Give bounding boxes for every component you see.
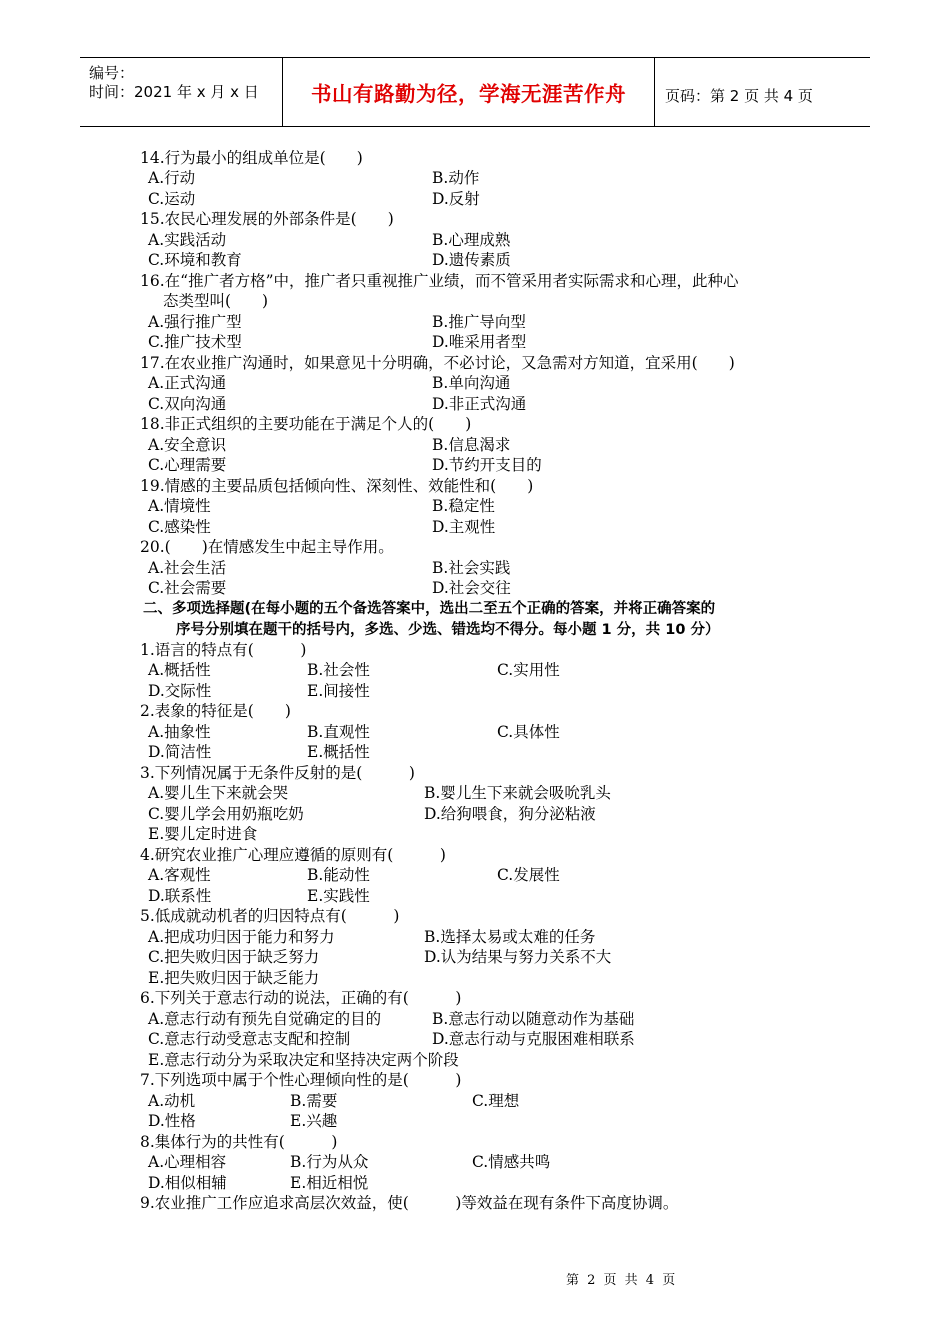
option-d: D.相似相辅	[148, 1174, 227, 1192]
option-e: E.意志行动分为采取决定和坚持决定两个阶段	[148, 1051, 459, 1069]
option-c: C.实用性	[497, 661, 560, 679]
option-b: B.动作	[432, 169, 480, 187]
question-18: 18.非正式组织的主要功能在于满足个人的( )	[140, 415, 472, 433]
option-a: A.抽象性	[148, 723, 211, 741]
option-c: C.婴儿学会用奶瓶吃奶	[148, 805, 304, 823]
option-c: C.把失败归因于缺乏努力	[148, 948, 320, 966]
option-b: B.能动性	[307, 866, 370, 884]
mc-question-6: 6.下列关于意志行动的说法，正确的有( )	[140, 989, 462, 1007]
option-e: E.兴趣	[290, 1112, 338, 1130]
option-b: B.婴儿生下来就会吸吮乳头	[424, 784, 611, 802]
option-c: C.情感共鸣	[472, 1153, 551, 1171]
option-d: D.非正式沟通	[432, 395, 527, 413]
option-c: C.心理需要	[148, 456, 227, 474]
option-e: E.概括性	[307, 743, 370, 761]
option-c: C.推广技术型	[148, 333, 242, 351]
option-e: E.婴儿定时进食	[148, 825, 258, 843]
option-c: C.双向沟通	[148, 395, 227, 413]
question-16-cont: 态类型叫( )	[163, 292, 269, 310]
question-15: 15.农民心理发展的外部条件是( )	[140, 210, 394, 228]
option-b: B.需要	[290, 1092, 338, 1110]
option-c: C.环境和教育	[148, 251, 242, 269]
option-c: C.感染性	[148, 518, 211, 536]
option-a: A.婴儿生下来就会哭	[148, 784, 289, 802]
option-b: B.行为从众	[290, 1153, 369, 1171]
option-a: A.正式沟通	[148, 374, 227, 392]
option-d: D.主观性	[432, 518, 496, 536]
mc-question-1: 1.语言的特点有( )	[140, 641, 307, 659]
option-b: B.推广导向型	[432, 313, 526, 331]
header-motto: 书山有路勤为径，学海无涯苦作舟	[283, 58, 655, 126]
option-e: E.实践性	[307, 887, 370, 905]
option-c: C.社会需要	[148, 579, 227, 597]
header-page-info: 页码：第 2 页 共 4 页	[665, 87, 813, 105]
section-2-title: 二、多项选择题(在每小题的五个备选答案中，选出二至五个正确的答案，并将正确答案的	[143, 601, 716, 617]
option-b: B.稳定性	[432, 497, 495, 515]
option-d: D.反射	[432, 190, 480, 208]
mc-question-3: 3.下列情况属于无条件反射的是( )	[140, 764, 415, 782]
option-d: D.唯采用者型	[432, 333, 527, 351]
document-number-label: 编号：	[89, 64, 135, 82]
page-footer: 第 2 页 共 4 页	[566, 1273, 678, 1288]
option-a: A.情境性	[148, 497, 211, 515]
option-d: D.社会交往	[432, 579, 511, 597]
option-d: D.给狗喂食，狗分泌粘液	[424, 805, 596, 823]
option-b: B.社会性	[307, 661, 370, 679]
option-e: E.把失败归因于缺乏能力	[148, 969, 320, 987]
option-a: A.安全意识	[148, 436, 227, 454]
option-b: B.选择太易或太难的任务	[424, 928, 596, 946]
option-d: D.联系性	[148, 887, 212, 905]
option-c: C.理想	[472, 1092, 520, 1110]
option-a: A.动机	[148, 1092, 196, 1110]
mc-question-5: 5.低成就动机者的归因特点有( )	[140, 907, 400, 925]
option-d: D.意志行动与克服困难相联系	[432, 1030, 635, 1048]
option-a: A.心理相容	[148, 1153, 227, 1171]
mc-question-7: 7.下列选项中属于个性心理倾向性的是( )	[140, 1071, 462, 1089]
option-d: D.性格	[148, 1112, 196, 1130]
option-b: B.信息渴求	[432, 436, 511, 454]
option-d: D.简洁性	[148, 743, 212, 761]
question-14: 14.行为最小的组成单位是( )	[140, 149, 363, 167]
document-header	[80, 57, 870, 127]
header-meta-cell	[80, 58, 283, 126]
option-b: B.心理成熟	[432, 231, 511, 249]
option-c: C.意志行动受意志支配和控制	[148, 1030, 351, 1048]
option-b: B.直观性	[307, 723, 370, 741]
option-c: C.具体性	[497, 723, 560, 741]
question-19: 19.情感的主要品质包括倾向性、深刻性、效能性和( )	[140, 477, 534, 495]
option-b: B.社会实践	[432, 559, 511, 577]
option-d: D.交际性	[148, 682, 212, 700]
option-d: D.遗传素质	[432, 251, 511, 269]
option-a: A.行动	[148, 169, 196, 187]
mc-question-4: 4.研究农业推广心理应遵循的原则有( )	[140, 846, 446, 864]
option-a: A.意志行动有预先自觉确定的目的	[148, 1010, 382, 1028]
mc-question-8: 8.集体行为的共性有( )	[140, 1133, 338, 1151]
option-d: D.节约开支目的	[432, 456, 542, 474]
document-date: 时间：2021 年 x 月 x 日	[89, 83, 259, 101]
mc-question-2: 2.表象的特征是( )	[140, 702, 291, 720]
option-b: B.意志行动以随意动作为基础	[432, 1010, 635, 1028]
option-a: A.实践活动	[148, 231, 227, 249]
option-a: A.强行推广型	[148, 313, 242, 331]
mc-question-9: 9.农业推广工作应追求高层次效益，使( )等效益在现有条件下高度协调。	[140, 1194, 679, 1212]
question-20: 20.( )在情感发生中起主导作用。	[140, 538, 394, 556]
option-c: C.发展性	[497, 866, 560, 884]
option-a: A.把成功归因于能力和努力	[148, 928, 335, 946]
question-16: 16.在“推广者方格”中，推广者只重视推广业绩，而不管采用者实际需求和心理，此种心	[140, 272, 739, 290]
option-c: C.运动	[148, 190, 196, 208]
option-d: D.认为结果与努力关系不大	[424, 948, 612, 966]
option-e: E.间接性	[307, 682, 370, 700]
option-a: A.社会生活	[148, 559, 227, 577]
question-17: 17.在农业推广沟通时，如果意见十分明确，不必讨论，又急需对方知道，宜采用( )	[140, 354, 735, 372]
option-a: A.概括性	[148, 661, 211, 679]
section-2-title-cont: 序号分别填在题干的括号内，多选、少选、错选均不得分。每小题 1 分，共 10 分）	[176, 622, 720, 638]
option-b: B.单向沟通	[432, 374, 511, 392]
option-e: E.相近相悦	[290, 1174, 369, 1192]
option-a: A.客观性	[148, 866, 211, 884]
